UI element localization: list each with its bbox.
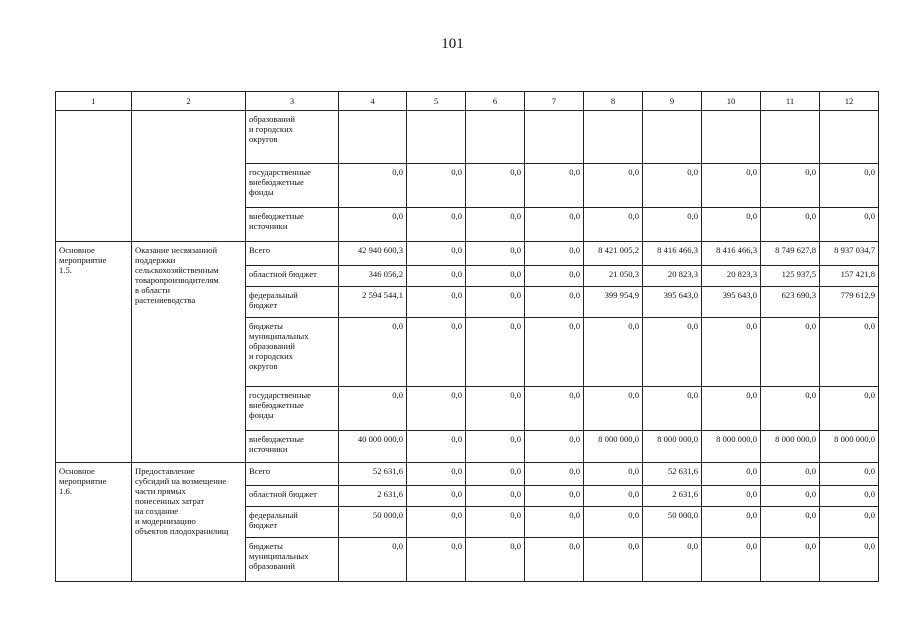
value-cell: 346 056,2 xyxy=(339,266,407,287)
value-cell: 0,0 xyxy=(761,538,820,582)
funding-source-cell: федеральный бюджет xyxy=(246,507,339,538)
value-cell: 0,0 xyxy=(584,463,643,486)
value-cell xyxy=(702,111,761,164)
value-cell xyxy=(525,111,584,164)
value-cell: 0,0 xyxy=(761,318,820,387)
value-cell: 42 940 600,3 xyxy=(339,242,407,266)
value-cell: 0,0 xyxy=(466,242,525,266)
value-cell: 8 416 466,3 xyxy=(702,242,761,266)
value-cell: 0,0 xyxy=(407,486,466,507)
value-cell: 50 000,0 xyxy=(339,507,407,538)
value-cell: 0,0 xyxy=(820,208,879,242)
value-cell: 8 000 000,0 xyxy=(761,431,820,463)
value-cell: 0,0 xyxy=(466,463,525,486)
value-cell: 0,0 xyxy=(339,318,407,387)
value-cell: 0,0 xyxy=(820,164,879,208)
value-cell: 0,0 xyxy=(466,208,525,242)
table-row xyxy=(56,111,879,164)
value-cell: 0,0 xyxy=(466,538,525,582)
value-cell: 125 937,5 xyxy=(761,266,820,287)
value-cell: 0,0 xyxy=(584,538,643,582)
value-cell: 8 421 005,2 xyxy=(584,242,643,266)
value-cell xyxy=(339,111,407,164)
funding-source-cell: Всего xyxy=(246,242,339,266)
value-cell: 0,0 xyxy=(702,538,761,582)
value-cell: 50 000,0 xyxy=(643,507,702,538)
value-cell: 0,0 xyxy=(702,387,761,431)
value-cell: 40 000 000,0 xyxy=(339,431,407,463)
value-cell: 0,0 xyxy=(525,387,584,431)
funding-source-cell: Всего xyxy=(246,463,339,486)
measure-description-cell xyxy=(132,111,246,242)
value-cell: 0,0 xyxy=(702,507,761,538)
value-cell: 0,0 xyxy=(407,463,466,486)
value-cell: 0,0 xyxy=(702,208,761,242)
value-cell: 0,0 xyxy=(525,486,584,507)
value-cell: 2 594 544,1 xyxy=(339,287,407,318)
funding-source-cell: внебюджетные источники xyxy=(246,208,339,242)
value-cell: 2 631,6 xyxy=(643,486,702,507)
value-cell: 52 631,6 xyxy=(339,463,407,486)
value-cell xyxy=(584,111,643,164)
value-cell: 0,0 xyxy=(820,463,879,486)
column-header: 9 xyxy=(643,92,702,111)
value-cell: 52 631,6 xyxy=(643,463,702,486)
value-cell: 0,0 xyxy=(761,387,820,431)
measure-code-cell: Основное мероприятие 1.6. xyxy=(56,463,132,582)
budget-table xyxy=(55,91,879,582)
column-header: 5 xyxy=(407,92,466,111)
value-cell xyxy=(761,111,820,164)
value-cell: 779 612,9 xyxy=(820,287,879,318)
value-cell: 0,0 xyxy=(339,164,407,208)
value-cell: 0,0 xyxy=(525,507,584,538)
value-cell: 0,0 xyxy=(820,507,879,538)
value-cell: 0,0 xyxy=(584,318,643,387)
value-cell: 8 416 466,3 xyxy=(643,242,702,266)
column-header: 11 xyxy=(761,92,820,111)
value-cell: 8 937 034,7 xyxy=(820,242,879,266)
funding-source-cell: бюджеты муниципальных образований и городских округов xyxy=(246,318,339,387)
value-cell xyxy=(466,111,525,164)
value-cell: 0,0 xyxy=(525,318,584,387)
value-cell: 20 823,3 xyxy=(702,266,761,287)
value-cell: 0,0 xyxy=(643,208,702,242)
value-cell: 0,0 xyxy=(407,431,466,463)
value-cell: 0,0 xyxy=(525,208,584,242)
funding-source-cell: государственные внебюджетные фонды xyxy=(246,387,339,431)
value-cell: 0,0 xyxy=(525,431,584,463)
value-cell: 8 000 000,0 xyxy=(702,431,761,463)
value-cell: 0,0 xyxy=(702,486,761,507)
value-cell: 0,0 xyxy=(761,507,820,538)
value-cell: 0,0 xyxy=(525,164,584,208)
value-cell: 0,0 xyxy=(525,287,584,318)
value-cell: 0,0 xyxy=(643,318,702,387)
column-header: 1 xyxy=(56,92,132,111)
value-cell: 0,0 xyxy=(820,387,879,431)
value-cell: 0,0 xyxy=(407,507,466,538)
value-cell: 0,0 xyxy=(407,266,466,287)
funding-source-cell: бюджеты муниципальных образований xyxy=(246,538,339,582)
funding-source-cell: внебюджетные источники xyxy=(246,431,339,463)
value-cell: 0,0 xyxy=(339,208,407,242)
value-cell: 0,0 xyxy=(702,164,761,208)
value-cell: 0,0 xyxy=(407,538,466,582)
value-cell: 0,0 xyxy=(339,387,407,431)
value-cell: 0,0 xyxy=(761,164,820,208)
measure-code-cell xyxy=(56,111,132,242)
value-cell: 157 421,8 xyxy=(820,266,879,287)
value-cell: 21 050,3 xyxy=(584,266,643,287)
value-cell xyxy=(820,111,879,164)
column-header: 8 xyxy=(584,92,643,111)
value-cell: 0,0 xyxy=(643,164,702,208)
value-cell: 0,0 xyxy=(525,463,584,486)
funding-source-cell: областной бюджет xyxy=(246,486,339,507)
value-cell: 0,0 xyxy=(339,538,407,582)
measure-description-cell: Оказание несвязанной поддержки сельскохозяйственным товаропроизводителям в области растениеводства xyxy=(132,242,246,463)
value-cell: 0,0 xyxy=(525,538,584,582)
value-cell: 0,0 xyxy=(702,318,761,387)
value-cell: 399 954,9 xyxy=(584,287,643,318)
value-cell: 0,0 xyxy=(584,507,643,538)
measure-description-cell: Предоставление субсидий на возмещение части прямых понесенных затрат на создание и модернизацию объектов плодохранилищ xyxy=(132,463,246,582)
funding-source-cell: государственные внебюджетные фонды xyxy=(246,164,339,208)
value-cell: 0,0 xyxy=(407,318,466,387)
value-cell: 0,0 xyxy=(584,164,643,208)
value-cell: 0,0 xyxy=(466,287,525,318)
value-cell: 0,0 xyxy=(643,538,702,582)
value-cell: 0,0 xyxy=(702,463,761,486)
value-cell: 0,0 xyxy=(466,164,525,208)
table-row xyxy=(56,242,879,266)
value-cell: 0,0 xyxy=(466,507,525,538)
value-cell: 2 631,6 xyxy=(339,486,407,507)
column-header: 3 xyxy=(246,92,339,111)
value-cell: 0,0 xyxy=(525,242,584,266)
column-header: 7 xyxy=(525,92,584,111)
column-header: 2 xyxy=(132,92,246,111)
value-cell: 8 000 000,0 xyxy=(820,431,879,463)
column-header: 10 xyxy=(702,92,761,111)
value-cell: 0,0 xyxy=(466,387,525,431)
value-cell: 0,0 xyxy=(466,486,525,507)
funding-source-cell: образований и городских округов xyxy=(246,111,339,164)
column-header: 6 xyxy=(466,92,525,111)
value-cell: 0,0 xyxy=(466,318,525,387)
value-cell: 0,0 xyxy=(525,266,584,287)
value-cell: 0,0 xyxy=(584,486,643,507)
column-header: 12 xyxy=(820,92,879,111)
value-cell: 0,0 xyxy=(407,387,466,431)
value-cell: 395 643,0 xyxy=(702,287,761,318)
value-cell: 0,0 xyxy=(820,318,879,387)
value-cell: 8 749 627,8 xyxy=(761,242,820,266)
value-cell: 0,0 xyxy=(407,287,466,318)
funding-source-cell: федеральный бюджет xyxy=(246,287,339,318)
value-cell: 0,0 xyxy=(761,208,820,242)
page-number: 101 xyxy=(441,36,464,52)
value-cell: 0,0 xyxy=(407,208,466,242)
measure-code-cell: Основное мероприятие 1.5. xyxy=(56,242,132,463)
funding-source-cell: областной бюджет xyxy=(246,266,339,287)
column-header: 4 xyxy=(339,92,407,111)
value-cell: 0,0 xyxy=(761,463,820,486)
value-cell: 0,0 xyxy=(407,242,466,266)
value-cell: 0,0 xyxy=(407,164,466,208)
value-cell: 0,0 xyxy=(466,266,525,287)
value-cell: 623 690,3 xyxy=(761,287,820,318)
value-cell xyxy=(407,111,466,164)
value-cell xyxy=(643,111,702,164)
value-cell: 20 823,3 xyxy=(643,266,702,287)
value-cell: 0,0 xyxy=(643,387,702,431)
value-cell: 8 000 000,0 xyxy=(643,431,702,463)
value-cell: 0,0 xyxy=(584,208,643,242)
value-cell: 0,0 xyxy=(820,538,879,582)
value-cell: 0,0 xyxy=(584,387,643,431)
value-cell: 8 000 000,0 xyxy=(584,431,643,463)
value-cell: 0,0 xyxy=(820,486,879,507)
value-cell: 0,0 xyxy=(466,431,525,463)
value-cell: 395 643,0 xyxy=(643,287,702,318)
table-row xyxy=(56,463,879,486)
header-row xyxy=(56,92,879,111)
value-cell: 0,0 xyxy=(761,486,820,507)
